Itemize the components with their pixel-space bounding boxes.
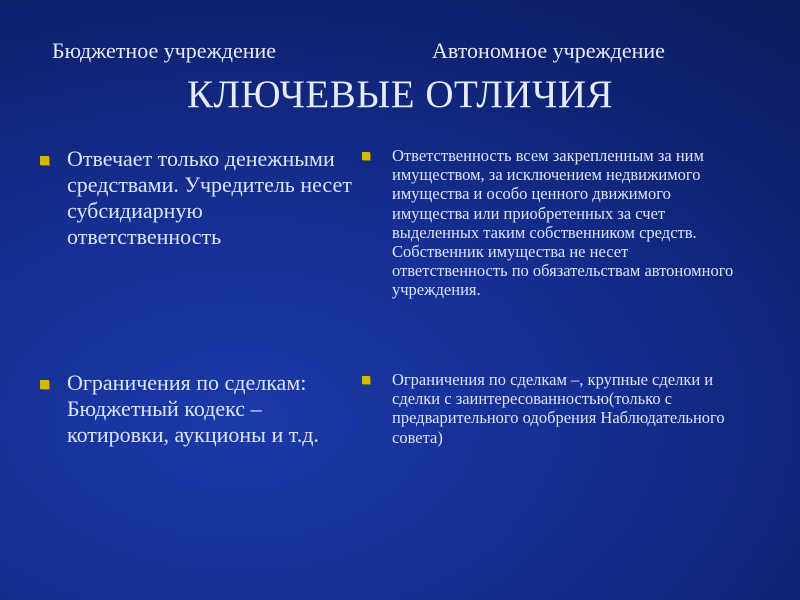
bullet-text: Отвечает только денежными средствами. Учредитель несет субсидиарную ответственность	[67, 146, 352, 249]
subtitle-row	[0, 38, 800, 70]
bullet-square-icon	[362, 376, 370, 384]
autonomous-institution-subtitle: Автономное учреждение	[432, 38, 665, 63]
bullet-item	[362, 146, 742, 300]
bullet-text: Ограничения по сделкам: Бюджетный кодекс – котировки, аукционы и т.д.	[67, 370, 319, 447]
bullet-square-icon	[40, 380, 49, 389]
bullet-item	[40, 146, 362, 250]
bullet-item	[40, 370, 362, 448]
bullet-text: Ограничения по сделкам –, крупные сделки и сделки с заинтересованностью(только с предварительного одобрения Наблюдательного совета)	[392, 370, 725, 447]
bullet-square-icon	[40, 156, 49, 165]
bullet-item	[362, 370, 742, 447]
slide-title: КЛЮЧЕВЫЕ ОТЛИЧИЯ	[186, 73, 613, 116]
bullet-square-icon	[362, 152, 370, 160]
budget-institution-subtitle: Бюджетное учреждение	[52, 38, 277, 63]
bullet-text: Ответственность всем закрепленным за ним имуществом, за исключением недвижимого имущества и особо ценного движимого имущества или приобретенных за счет выделенных таким собственником средств. Собственник имущества не несет ответственность по обязательствам автономного учреждения.	[392, 146, 734, 300]
